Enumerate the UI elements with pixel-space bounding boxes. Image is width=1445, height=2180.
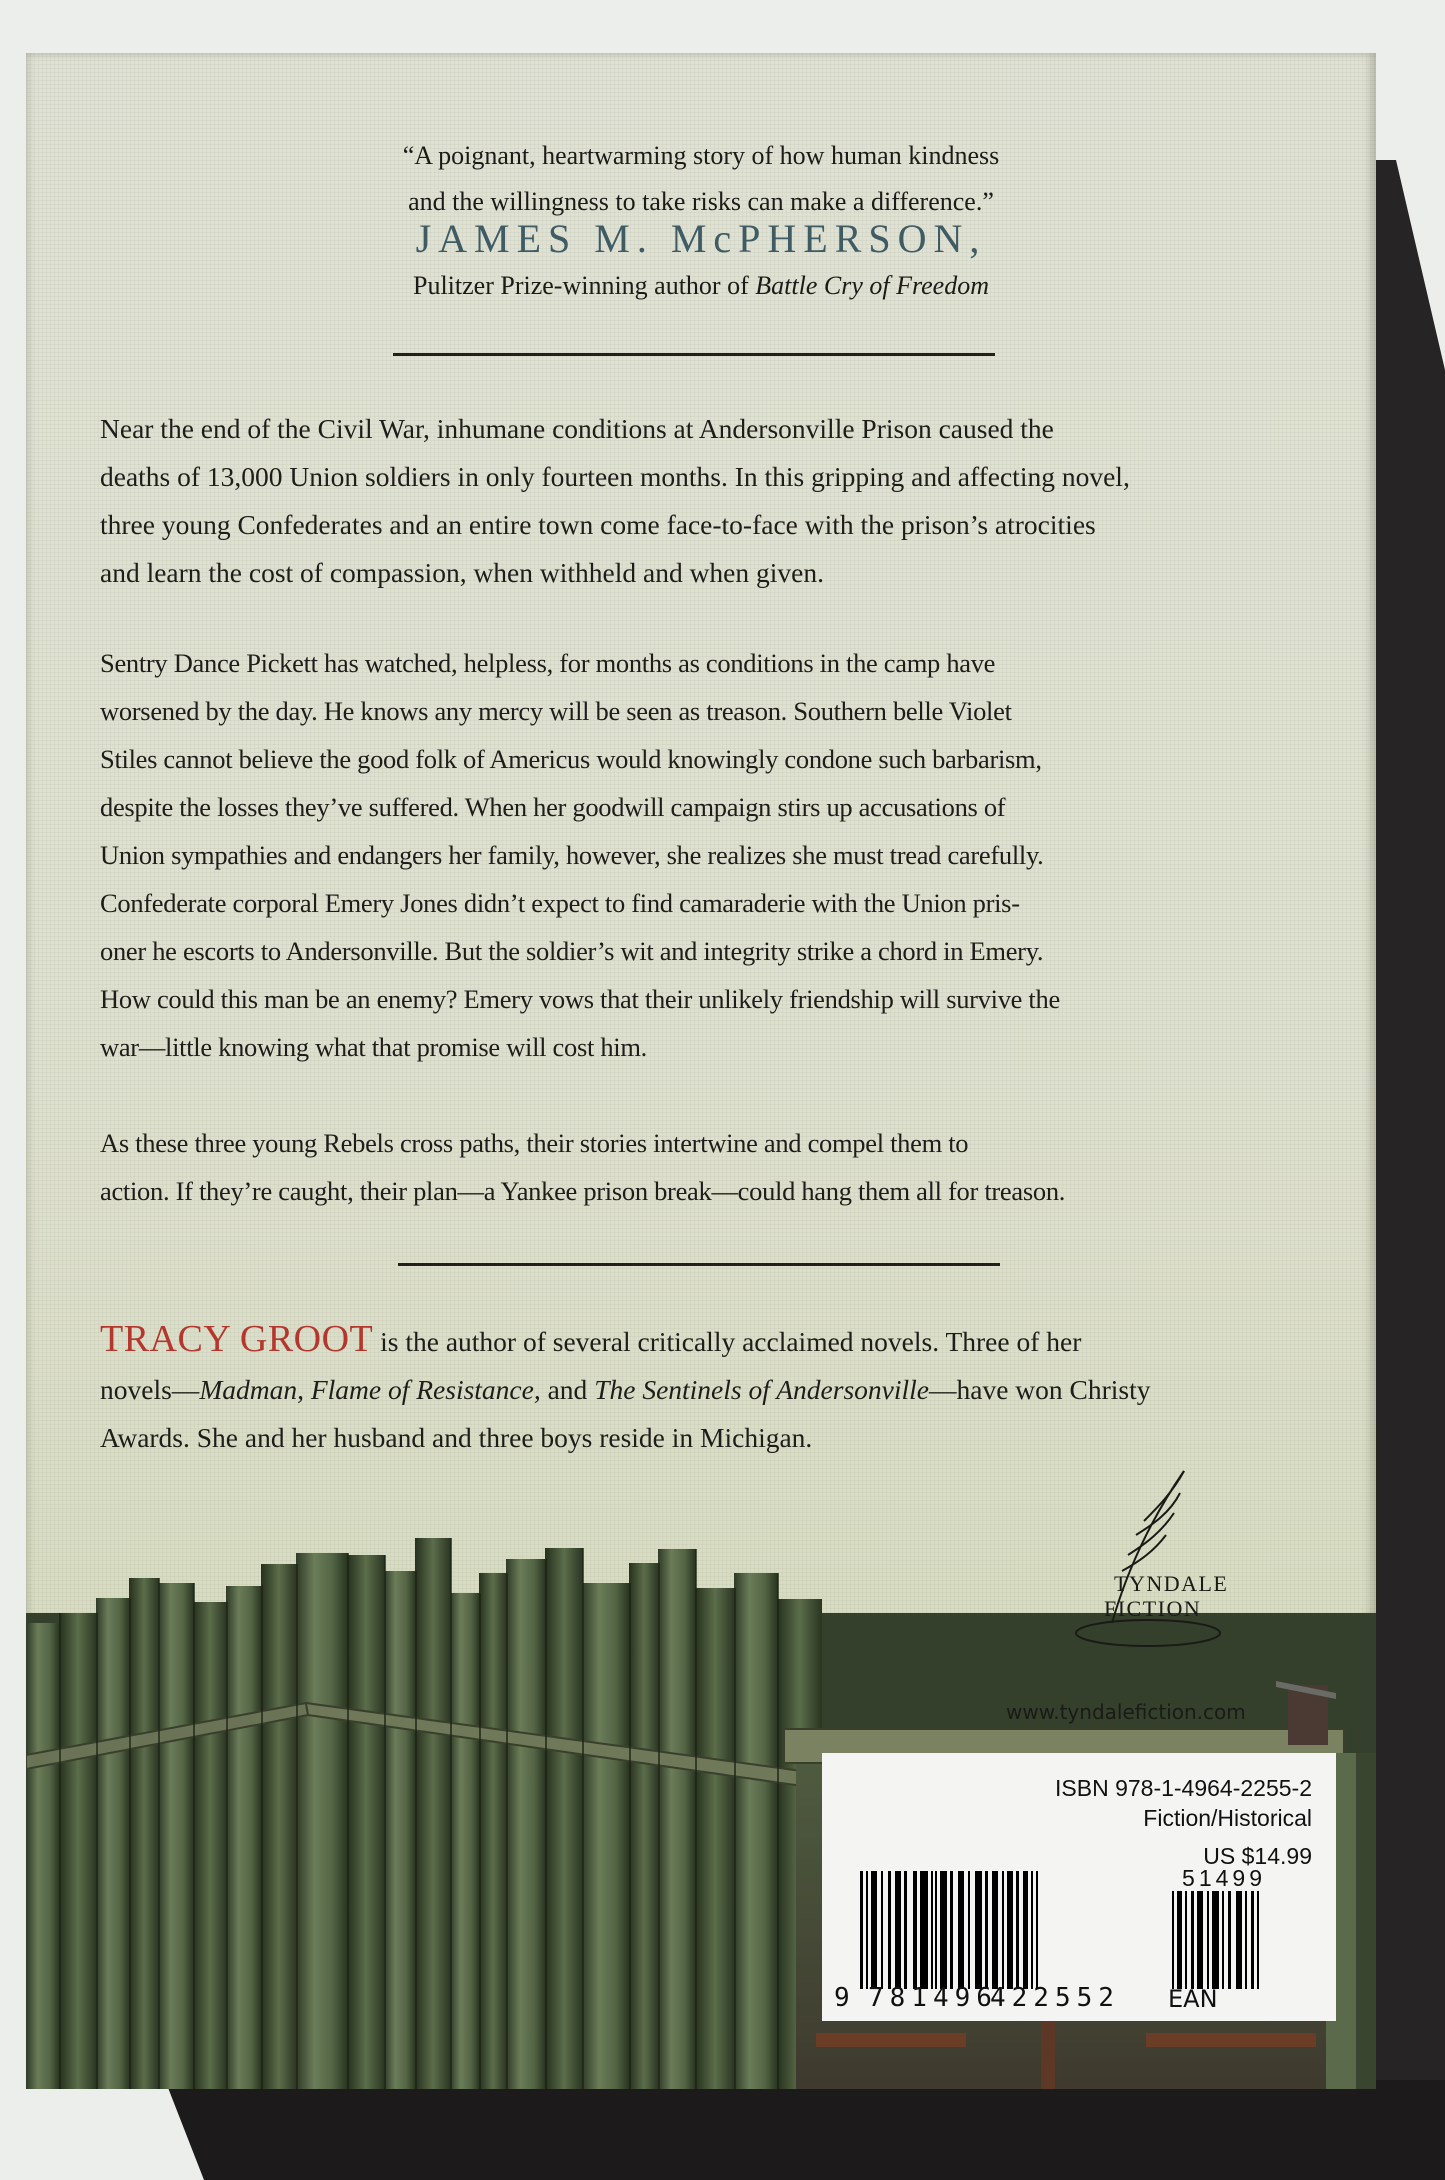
text-line: Union sympathies and endangers her family, however, she realizes she must tread carefully. <box>100 840 1044 870</box>
credit-prefix: Pulitzer Prize-winning author of <box>413 271 756 300</box>
book-shadow-bottom <box>165 2080 1445 2180</box>
isbn-text: ISBN 978-1-4964-2255-2 <box>1055 1775 1312 1801</box>
book-title: The Sentinels of Andersonville <box>594 1374 929 1405</box>
bio-text: is the author of several critically acclaimed novels. Three of her <box>373 1326 1082 1357</box>
bio-text: and <box>540 1374 595 1405</box>
quill-pen-icon <box>1052 1463 1282 1663</box>
category-text: Fiction/Historical <box>1143 1805 1312 1831</box>
text-line: three young Confederates and an entire town come face-to-face with the prison’s atrocities <box>100 509 1096 540</box>
logo-text-tyndale: TYNDALE <box>1114 1571 1229 1596</box>
author-name: TRACY GROOT <box>100 1318 374 1360</box>
isbn-barcode <box>860 1871 1118 1989</box>
text-line: As these three young Rebels cross paths, their stories intertwine and compel them to <box>100 1128 969 1158</box>
isbn-digits-group-2: 422552 <box>990 1983 1120 2013</box>
tyndale-fiction-logo <box>1052 1463 1282 1663</box>
text-line: How could this man be an enemy? Emery vows that their unlikely friendship will survive the <box>100 984 1060 1014</box>
text-line: Confederate corporal Emery Jones didn’t expect to find camaraderie with the Union pris- <box>100 888 1020 918</box>
isbn-barcode-label <box>822 1753 1336 2021</box>
book-back-cover <box>26 53 1376 2089</box>
text-line: despite the losses they’ve suffered. When her goodwill campaign stirs up accusations of <box>100 792 1006 822</box>
quote-attribution-name: JAMES M. McPHERSON, <box>415 216 987 261</box>
bio-text: —have won Christy <box>928 1374 1151 1405</box>
text-line: war—little knowing what that promise will cost him. <box>100 1032 648 1062</box>
credit-book-title: Battle Cry of Freedom <box>755 271 989 300</box>
price-code: 51499 <box>1182 1865 1266 1891</box>
price-barcode <box>1172 1891 1302 1989</box>
bio-text: novels— <box>100 1374 200 1405</box>
text-line: worsened by the day. He knows any mercy will be seen as treason. Southern belle Violet <box>100 696 1012 726</box>
text-line: action. If they’re caught, their plan—a Yankee prison break—could hang them all for treason. <box>100 1176 1066 1206</box>
book-title: Madman, <box>199 1374 304 1405</box>
text-line: Sentry Dance Pickett has watched, helpless, for months as conditions in the camp have <box>100 648 996 678</box>
text-line: Stiles cannot believe the good folk of Americus would knowingly condone such barbarism, <box>100 744 1042 774</box>
bio-line: Awards. She and her husband and three boys reside in Michigan. <box>100 1422 813 1453</box>
text-line: Near the end of the Civil War, inhumane conditions at Andersonville Prison caused the <box>100 413 1054 444</box>
isbn-digits-lead: 9 <box>834 1983 856 2013</box>
isbn-digits-group-1: 781496 <box>868 1983 998 2013</box>
quote-line: and the willingness to take risks can make a difference.” <box>408 187 994 216</box>
ean-label: EAN <box>1168 1985 1218 2013</box>
text-line: deaths of 13,000 Union soldiers in only fourteen months. In this gripping and affecting novel, <box>100 461 1130 492</box>
logo-text-fiction: FICTION <box>1104 1596 1202 1621</box>
publisher-url[interactable]: www.tyndalefiction.com <box>1006 1700 1246 1724</box>
quote-line: “A poignant, heartwarming story of how human kindness <box>402 141 1000 170</box>
book-title: Flame of Resistance, <box>310 1374 541 1405</box>
text-line: and learn the cost of compassion, when withheld and when given. <box>100 557 824 588</box>
text-line: oner he escorts to Andersonville. But the soldier’s wit and integrity strike a chord in Emery. <box>100 936 1044 966</box>
price-text: US $14.99 <box>1203 1843 1312 1869</box>
